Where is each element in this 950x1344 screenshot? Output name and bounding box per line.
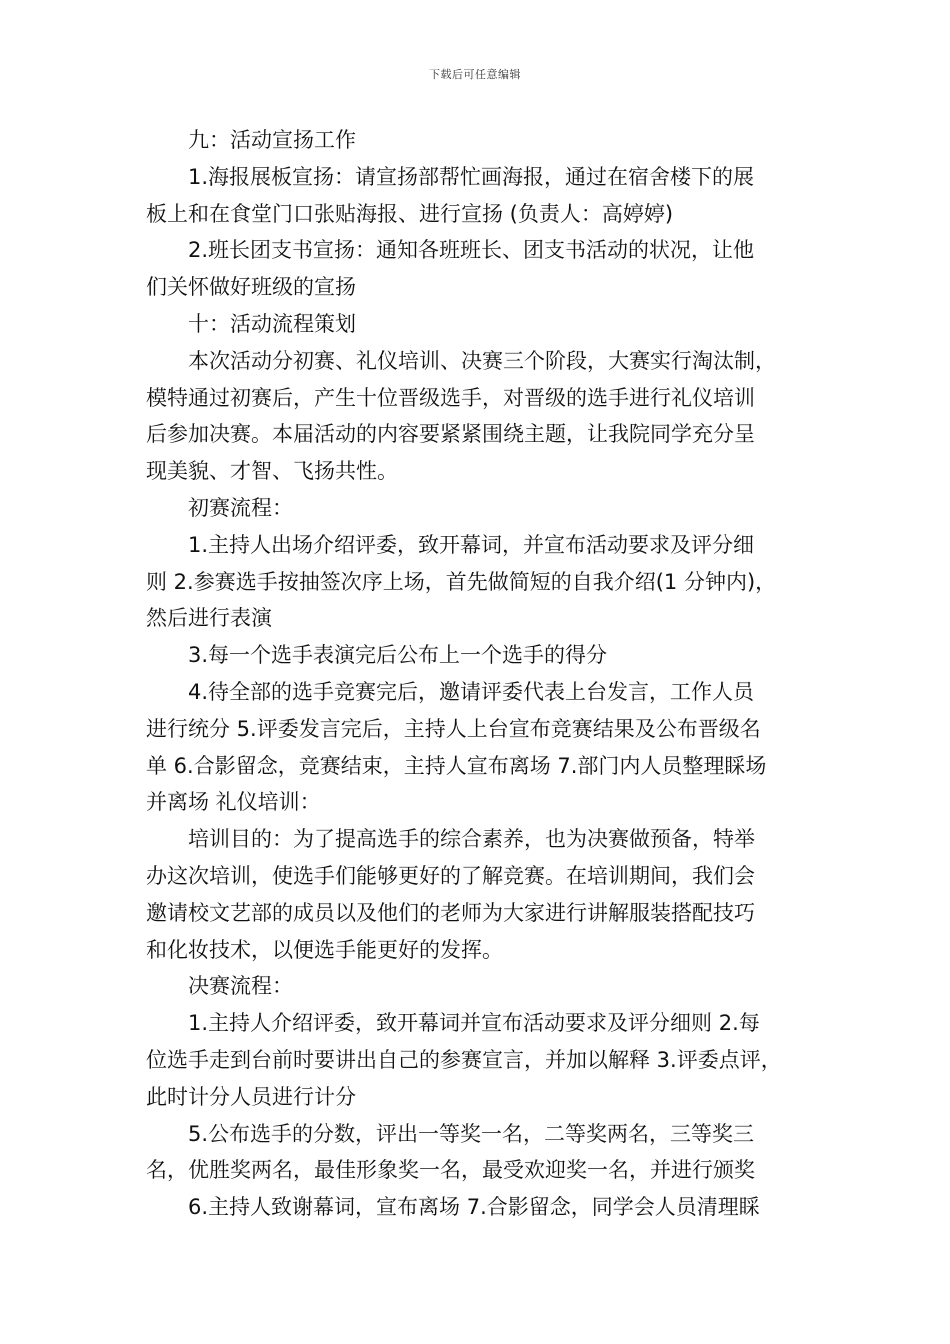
- paragraph-final-title: [146, 968, 812, 1005]
- paragraph-preliminary-step-1: [146, 527, 812, 637]
- text-line: 模特通过初赛后，产生十位晋级选手，对晋级的选手进行礼仪培训: [146, 385, 755, 410]
- text-line: 和化妆技术，以便选手能更好的发挥。: [146, 937, 503, 962]
- text-line: 然后进行表演: [146, 606, 272, 631]
- paragraph-poster-promotion: [146, 159, 812, 233]
- page-header: 下载后可任意编辑: [429, 68, 521, 81]
- text-line: 邀请校文艺部的成员以及他们的老师为大家进行讲解服装搭配技巧: [146, 900, 755, 925]
- paragraph-preliminary-title: [146, 490, 812, 527]
- text-line: 此时计分人员进行计分: [146, 1084, 356, 1109]
- text-line: 初赛流程：: [188, 495, 293, 520]
- text-line: 6.主持人致谢幕词，宣布离场 7.合影留念，同学会人员清理睬: [188, 1195, 760, 1220]
- text-line: 单 6.合影留念，竞赛结束，主持人宣布离场 7.部门内人员整理睬场: [146, 753, 767, 778]
- text-line: 后参加决赛。本届活动的内容要紧紧围绕主题，让我院同学充分呈: [146, 422, 755, 447]
- text-line: 并离场 礼仪培训：: [146, 790, 321, 815]
- text-line: 们关怀做好班级的宣扬: [146, 275, 356, 300]
- document-body: [146, 122, 812, 1226]
- text-line: 培训目的：为了提高选手的综合素养，也为决赛做预备，特举: [188, 827, 755, 852]
- text-line: 九：活动宣扬工作: [188, 128, 356, 152]
- text-line: 决赛流程：: [188, 974, 293, 999]
- text-line: 4.待全部的选手竞赛完后，邀请评委代表上台发言，工作人员: [188, 679, 755, 704]
- text-line: 办这次培训，使选手们能够更好的了解竞赛。在培训期间，我们会: [146, 863, 755, 888]
- text-line: 3.每一个选手表演完后公布上一个选手的得分: [188, 643, 608, 668]
- paragraph-final-step-6: [146, 1189, 812, 1226]
- text-line: 进行统分 5.评委发言完后，主持人上台宣布竞赛结果及公布晋级名: [146, 716, 761, 741]
- paragraph-section-ten-title: [146, 306, 812, 343]
- text-line: 5.公布选手的分数，评出一等奖一名，二等奖两名，三等奖三: [188, 1121, 755, 1146]
- paragraph-section-nine-title: [146, 122, 812, 159]
- paragraph-class-leader-promotion: [146, 232, 812, 306]
- text-line: 则 2.参赛选手按抽签次序上场，首先做简短的自我介绍(1 分钟内)，: [146, 569, 777, 594]
- paragraph-final-step-1: [146, 1005, 812, 1115]
- text-line: 1.海报展板宣扬：请宣扬部帮忙画海报，通过在宿舍楼下的展: [188, 164, 755, 189]
- text-line: 现美貌、才智、飞扬共性。: [146, 459, 398, 484]
- text-line: 板上和在食堂门口张贴海报、进行宣扬 (负责人：高婷婷): [146, 201, 674, 226]
- text-line: 2.班长团支书宣扬：通知各班班长、团支书活动的状况，让他: [188, 238, 755, 263]
- paragraph-preliminary-step-4: [146, 674, 812, 821]
- text-line: 本次活动分初赛、礼仪培训、决赛三个阶段，大赛实行淘汰制，: [188, 348, 776, 373]
- text-line: 十：活动流程策划: [188, 311, 356, 336]
- paragraph-preliminary-step-3: [146, 637, 812, 674]
- text-line: 名，优胜奖两名，最佳形象奖一名，最受欢迎奖一名，并进行颁奖: [146, 1158, 755, 1183]
- paragraph-final-step-5: [146, 1116, 812, 1190]
- text-line: 位选手走到台前时要讲出自己的参赛宣言，并加以解释 3.评委点评，: [146, 1047, 782, 1072]
- text-line: 1.主持人介绍评委，致开幕词并宣布活动要求及评分细则 2.每: [188, 1011, 760, 1036]
- paragraph-activity-overview: [146, 343, 812, 490]
- text-line: 1.主持人出场介绍评委，致开幕词，并宣布活动要求及评分细: [188, 532, 755, 557]
- paragraph-training-purpose: [146, 821, 812, 968]
